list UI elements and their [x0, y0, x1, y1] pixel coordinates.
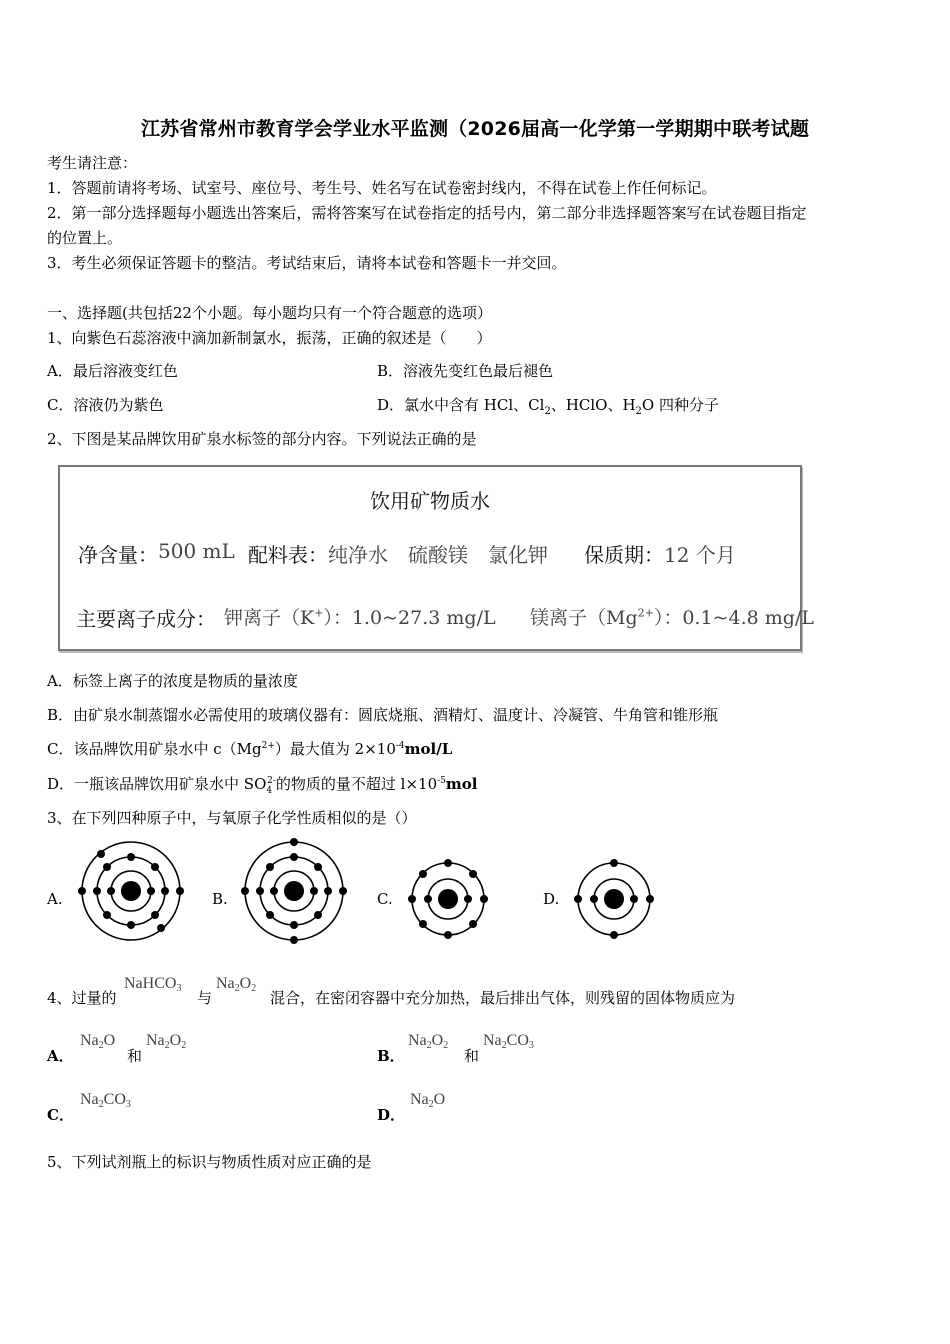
q3-stem: 3、在下列四种原子中，与氧原子化学性质相似的是（）	[47, 809, 417, 827]
label-potassium: 钾离子（K+）：1.0~27.3 mg/L	[224, 606, 496, 629]
label-title: 饮用矿物质水	[370, 489, 490, 513]
atom-diagram-c	[402, 853, 494, 945]
notice-heading: 考生请注意：	[47, 154, 138, 172]
notice-item-2: 2．第一部分选择题每小题选出答案后，需将答案写在试卷指定的括号内，第二部分非选择题答案写在试卷题目指定	[47, 204, 807, 222]
label-net-key: 净含量：	[78, 543, 158, 567]
q4-option-d-na2o: $Na_2O$	[410, 1091, 446, 1110]
q4-option-c-na2co3: $Na_2CO_3$	[80, 1091, 131, 1110]
page-title: 江苏省常州市教育学会学业水平监测（2026届高一化学第一学期期中联考试题	[140, 118, 810, 140]
label-ion-key: 主要离子成分：	[76, 607, 216, 631]
label-magnesium: 镁离子$(Mg^{2+})$：0.1~4.8 mg/L	[530, 606, 814, 629]
q4-option-a-na2o2: $Na_2O_2$	[146, 1032, 187, 1051]
atom-diagram-a	[77, 837, 185, 945]
q1-option-a: A．最后溶液变红色	[47, 362, 178, 380]
q2-option-c: C．该品牌饮用矿泉水中 $c(Mg^{2+})$最大值为 $2\times 10^{-4}mol/L$	[47, 740, 453, 758]
q4-stem-pre: 4、过量的	[47, 989, 117, 1007]
q4-option-a-na2o: $Na_2O$	[80, 1032, 116, 1051]
q3-option-d-label: D.	[543, 890, 560, 908]
q1-option-b: B．溶液先变红色最后褪色	[377, 362, 554, 380]
q1-option-d: D．氯水中含有 HCl、$Cl_2$、HClO、$H_2O$ 四种分子	[377, 396, 719, 417]
q3-option-b-label: B.	[212, 890, 228, 908]
notice-item-2-cont: 的位置上。	[47, 229, 123, 247]
label-ingredients-value: 纯净水 硫酸镁 氯化钾	[328, 543, 548, 567]
q4-formula-na2o2: $Na_2O_2$	[216, 975, 257, 994]
q3-option-a-label: A.	[47, 890, 63, 908]
q4-option-a-and: 和	[127, 1047, 143, 1065]
q2-option-b: B．由矿泉水制蒸馏水必需使用的玻璃仪器有：圆底烧瓶、酒精灯、温度计、冷凝管、牛角管和锥形瓶	[47, 706, 719, 724]
section-heading: 一、选择题(共包括22个小题。每小题均只有一个符合题意的选项）	[47, 304, 492, 322]
q4-option-c-label: C．	[47, 1106, 74, 1124]
q4-option-b-na2co3: $Na_2CO_3$	[483, 1032, 534, 1051]
q1-option-c: C．溶液仍为紫色	[47, 396, 164, 414]
label-shelf-key: 保质期：	[584, 543, 664, 567]
label-shelf-value: 12 个月	[664, 543, 736, 567]
notice-item-1: 1．答题前请将考场、试室号、座位号、考生号、姓名写在试卷密封线内，不得在试卷上作任何标记。	[47, 179, 717, 197]
q4-option-b-na2o2: $Na_2O_2$	[408, 1032, 449, 1051]
q4-formula-nahco3: NaHCO$_3$	[124, 975, 182, 994]
q4-option-a-label: A．	[47, 1047, 74, 1065]
q2-option-a: A．标签上离子的浓度是物质的量浓度	[47, 672, 298, 690]
q2-option-d: D．一瓶该品牌饮用矿泉水中 $SO_4^{2-}$的物质的量不超过 $l\times 10^{-5}mol$	[47, 775, 478, 796]
notice-item-3: 3．考生必须保证答题卡的整洁。考试结束后，请将本试卷和答题卡一并交回。	[47, 254, 567, 272]
q3-option-c-label: C.	[377, 890, 393, 908]
q4-stem-and: 与	[197, 989, 213, 1007]
label-net-value: 500 mL	[158, 539, 235, 563]
mineral-water-label	[58, 465, 814, 651]
q4-option-d-label: D．	[377, 1106, 406, 1124]
q4-stem-post: 混合，在密闭容器中充分加热，最后排出气体，则残留的固体物质应为	[270, 989, 736, 1007]
q4-option-b-label: B．	[377, 1047, 405, 1065]
q1-stem: 1、向紫色石蕊溶液中滴加新制氯水，振荡，正确的叙述是（ ）	[47, 329, 492, 347]
q5-stem: 5、下列试剂瓶上的标识与物质性质对应正确的是	[47, 1153, 372, 1171]
q4-option-b-and: 和	[464, 1047, 480, 1065]
label-ingredients-key: 配料表：	[248, 543, 328, 567]
q2-stem: 2、下图是某品牌饮用矿泉水标签的部分内容。下列说法正确的是	[47, 430, 477, 448]
atom-diagram-b	[240, 837, 348, 945]
atom-diagram-d	[568, 853, 660, 945]
